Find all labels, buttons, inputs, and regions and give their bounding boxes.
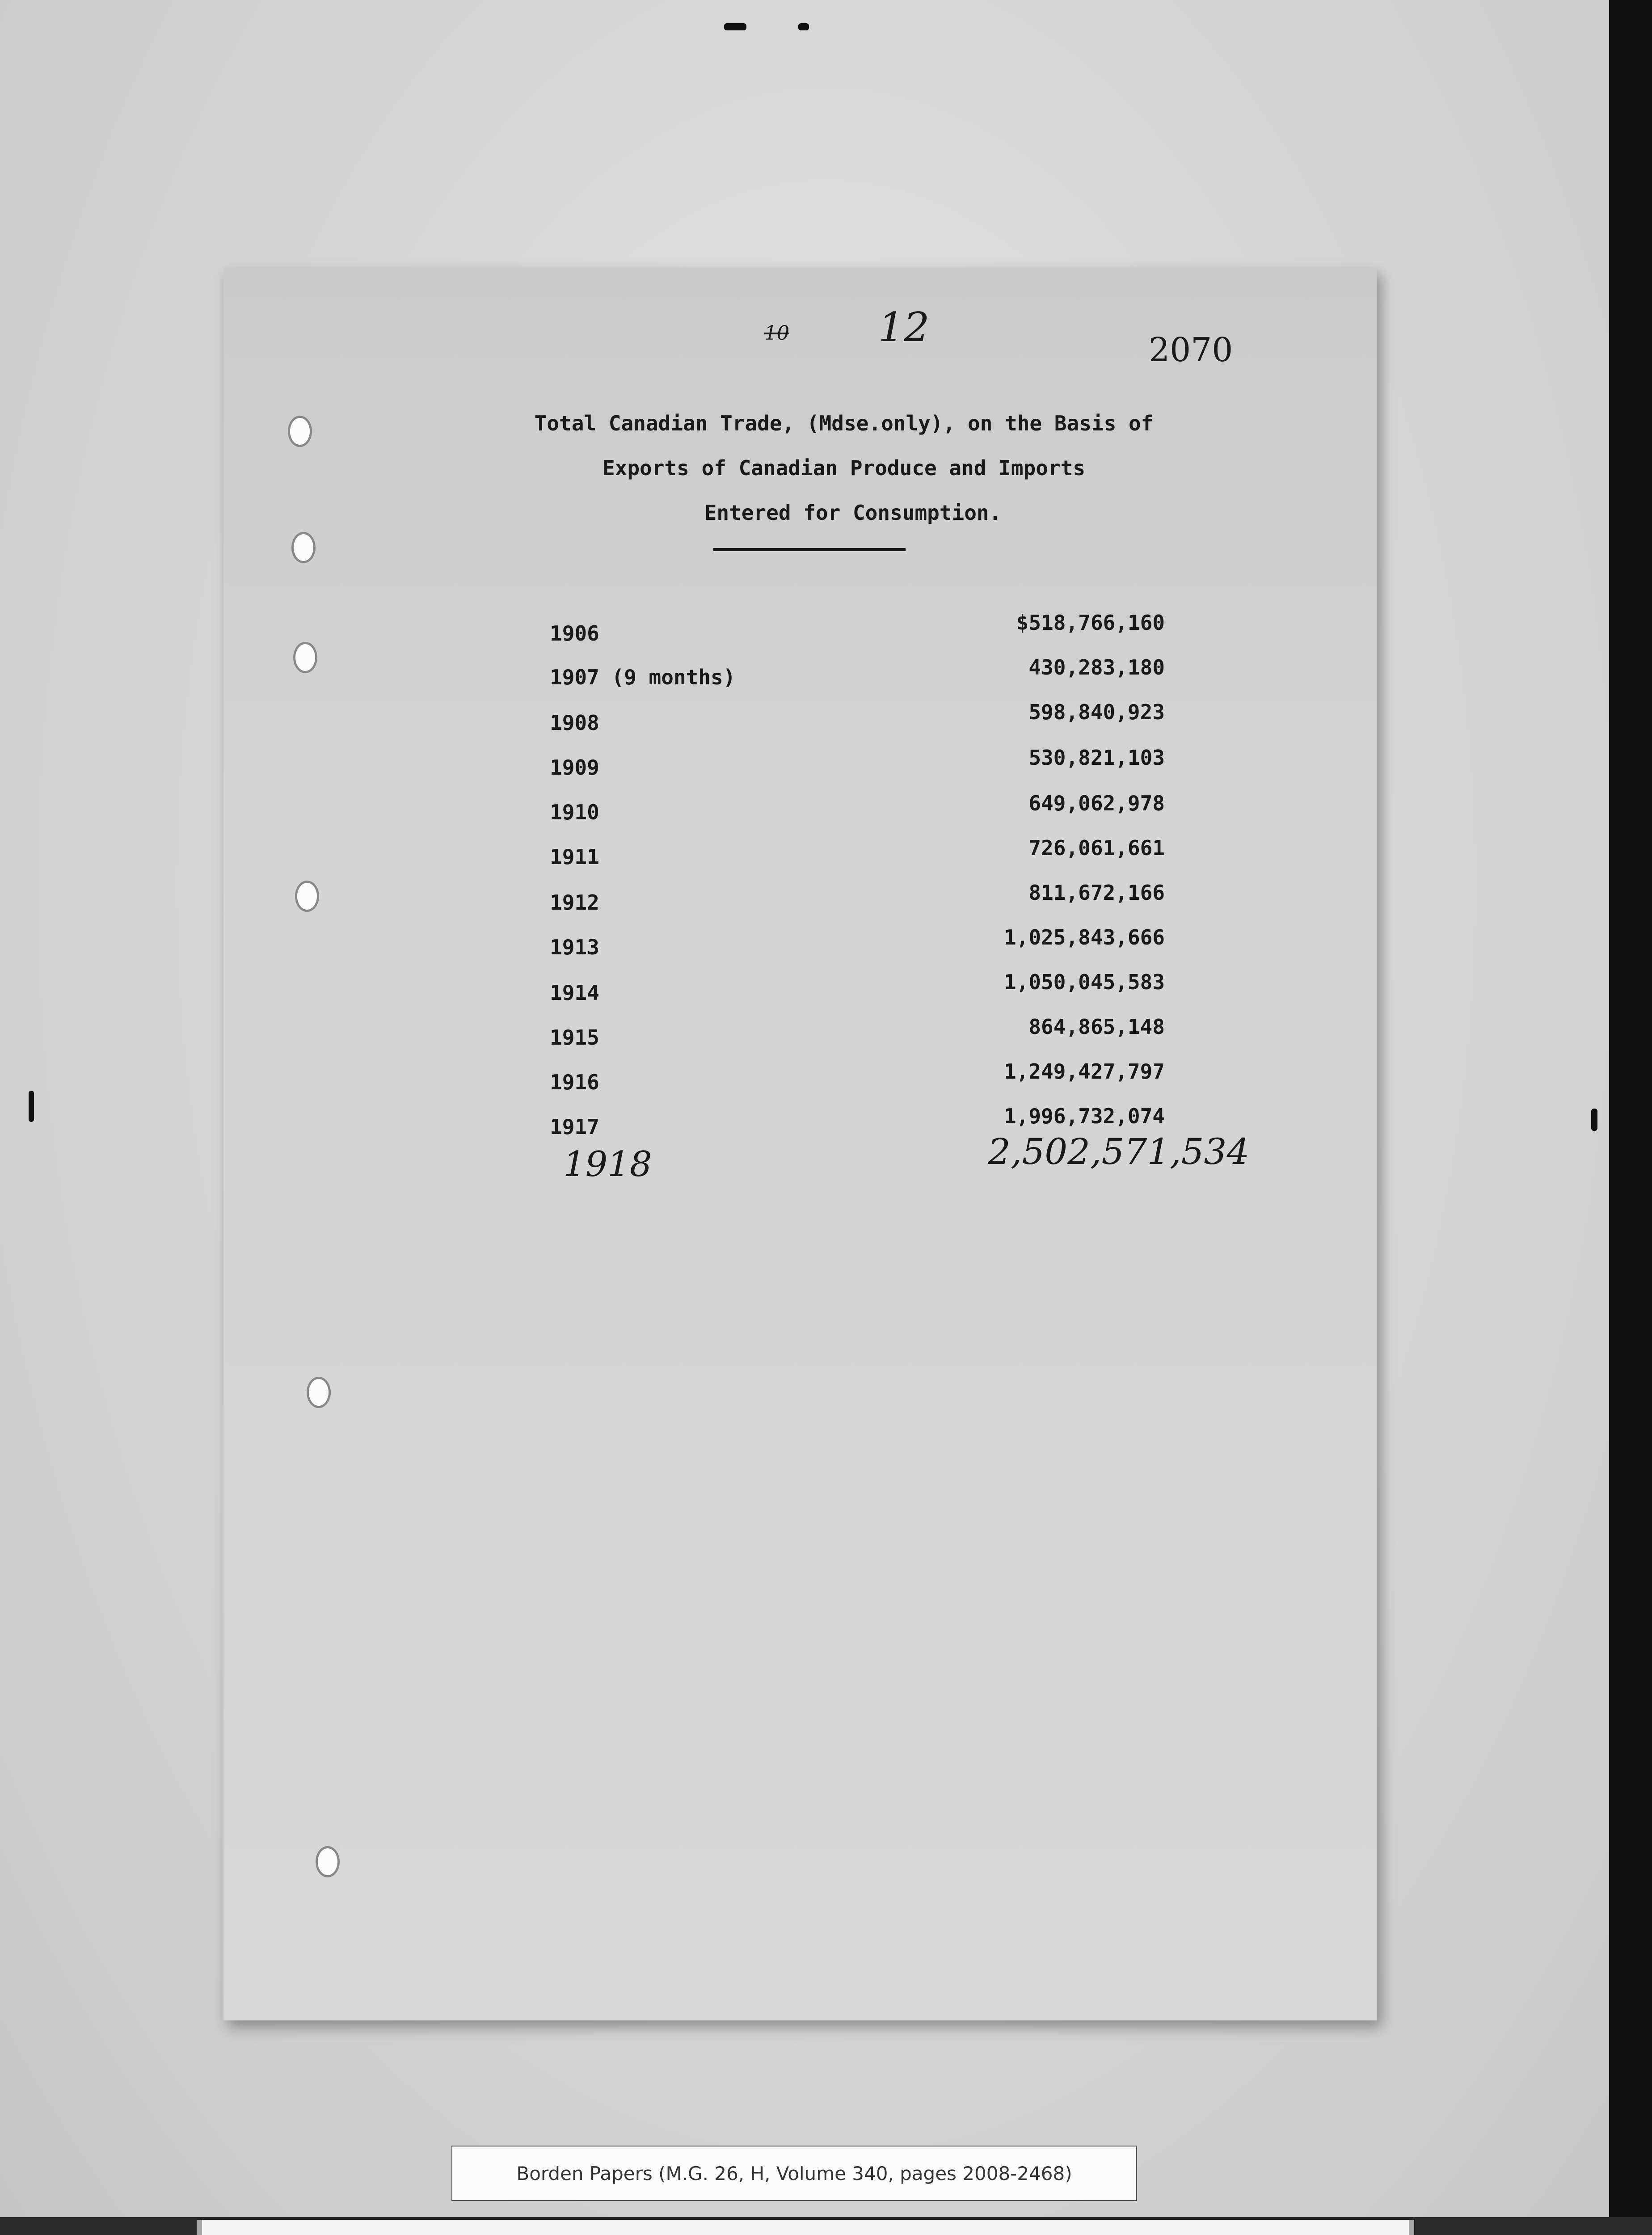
source-label — [451, 2146, 1137, 2201]
table-row-year: 1914 — [550, 981, 599, 1005]
source-label-text: Borden Papers (M.G. 26, H, Volume 340, pages 2008-2468) — [516, 2162, 1072, 2184]
table-row-value: 864,865,148 — [1028, 1015, 1165, 1039]
table-row-value: 1,025,843,666 — [1003, 925, 1165, 949]
handwritten-row-year: 1918 — [563, 1144, 652, 1185]
table-row-year: 1909 — [550, 755, 599, 780]
table-row-value: 726,061,661 — [1028, 836, 1165, 860]
table-row-value: 649,062,978 — [1028, 791, 1165, 815]
handwritten-folio-number: 12 — [878, 304, 930, 351]
punch-hole — [291, 532, 316, 563]
document-title-line-1: Total Canadian Trade, (Mdse.only), on the Basis of — [534, 411, 1154, 435]
table-row-value: 811,672,166 — [1028, 881, 1165, 905]
table-row-year: 1913 — [550, 935, 599, 959]
document-title-line-2: Exports of Canadian Produce and Imports — [602, 456, 1086, 480]
table-row-year: 1912 — [550, 890, 599, 915]
table-row-value: 1,996,732,074 — [1003, 1104, 1165, 1128]
table-row-year: 1908 — [550, 711, 599, 735]
table-row-value: 1,050,045,583 — [1003, 970, 1165, 994]
punch-hole — [295, 881, 319, 912]
film-registration-mark — [29, 1091, 34, 1122]
stamped-page-number: 2070 — [1149, 331, 1233, 369]
archive-card — [197, 2220, 1414, 2235]
struck-folio-number: 10 — [764, 322, 789, 345]
punch-hole — [307, 1377, 331, 1408]
document-title-line-3: Entered for Consumption. — [704, 501, 1002, 525]
punch-hole — [293, 642, 317, 673]
table-row-value: 598,840,923 — [1028, 700, 1165, 724]
table-row-year: 1916 — [550, 1070, 599, 1094]
table-row-year: 1915 — [550, 1025, 599, 1050]
film-registration-mark — [1591, 1109, 1597, 1131]
table-row-value: $518,766,160 — [1016, 611, 1165, 635]
table-row-value: 430,283,180 — [1028, 655, 1165, 679]
punch-hole — [316, 1846, 340, 1877]
table-row-value: 530,821,103 — [1028, 746, 1165, 770]
film-registration-mark — [724, 23, 746, 30]
table-row-year: 1917 — [550, 1115, 599, 1139]
table-row-year: 1911 — [550, 845, 599, 869]
film-frame-edge — [1609, 0, 1652, 2217]
table-row-value: 1,249,427,797 — [1003, 1059, 1165, 1084]
table-row-year: 1906 — [550, 621, 599, 645]
title-underline — [713, 548, 906, 551]
table-row-year: 1910 — [550, 800, 599, 824]
table-row-year: 1907 (9 months) — [550, 665, 736, 689]
handwritten-row-value: 2,502,571,534 — [988, 1131, 1250, 1172]
film-registration-mark — [798, 23, 809, 30]
